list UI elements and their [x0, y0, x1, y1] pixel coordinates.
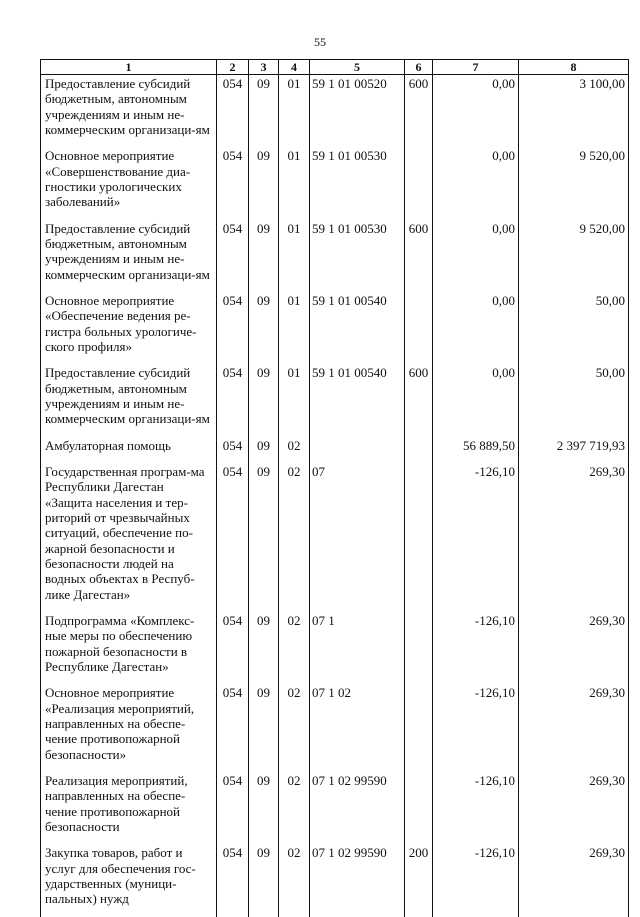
budget-table: [40, 59, 629, 917]
row-subsection-code: 01: [279, 220, 310, 292]
row-amount-change: -126,10: [433, 463, 519, 612]
row-section-code: 09: [249, 364, 279, 436]
column-header-subsection: 4: [279, 60, 310, 75]
row-name: Закупка товаров, работ и услуг для обеспечения гос-ударственных (муници-пальных) нужд: [41, 844, 217, 916]
row-ministry-code: 054: [217, 220, 249, 292]
row-target-article: 59 1 01 00530: [310, 220, 405, 292]
row-name: Основное мероприятие «Совершенствование диа-гностики урологических заболеваний»: [41, 147, 217, 219]
row-ministry-code: 054: [217, 684, 249, 772]
row-name: Предоставление субсидий бюджетным, автономным учреждениям и иным не-коммерческим организаци-ям: [41, 220, 217, 292]
row-ministry-code: 054: [217, 772, 249, 844]
row-amount-change: 56 889,50: [433, 437, 519, 463]
table-header-row: [41, 60, 629, 75]
row-subsection-code: 02: [279, 772, 310, 844]
row-section-code: 09: [249, 147, 279, 219]
row-target-article: 59 1 01 00520: [310, 75, 405, 148]
row-ministry-code: 054: [217, 844, 249, 916]
row-section-code: 09: [249, 220, 279, 292]
row-target-article: 07 1: [310, 612, 405, 684]
table-row: [41, 844, 629, 916]
table-row: [41, 292, 629, 364]
row-section-code: 09: [249, 612, 279, 684]
row-amount-change: 0,00: [433, 220, 519, 292]
row-amount-total: 269,30: [519, 684, 629, 772]
row-subsection-code: 02: [279, 612, 310, 684]
row-amount-total: 9 520,00: [519, 220, 629, 292]
row-name: Предоставление субсидий бюджетным, автономным учреждениям и иным не-коммерческим организаци-ям: [41, 75, 217, 148]
row-ministry-code: 054: [217, 364, 249, 436]
row-subsection-code: 01: [279, 364, 310, 436]
row-section-code: 09: [249, 684, 279, 772]
row-target-article: 07 1 02: [310, 684, 405, 772]
row-target-article: [310, 437, 405, 463]
row-target-article: 07: [310, 463, 405, 612]
row-subsection-code: 01: [279, 292, 310, 364]
row-amount-total: 269,30: [519, 844, 629, 916]
row-expense-type: [405, 292, 433, 364]
row-expense-type: 600: [405, 220, 433, 292]
row-subsection-code: 01: [279, 147, 310, 219]
row-amount-total: 269,30: [519, 772, 629, 844]
table-row: [41, 772, 629, 844]
row-expense-type: [405, 147, 433, 219]
row-amount-total: 269,30: [519, 612, 629, 684]
row-name: Основное мероприятие «Реализация мероприятий, направленных на обеспе-чение противопожарной безопасности»: [41, 684, 217, 772]
row-section-code: 09: [249, 844, 279, 916]
row-ministry-code: 054: [217, 75, 249, 148]
row-ministry-code: 054: [217, 612, 249, 684]
column-header-amount-total: 8: [519, 60, 629, 75]
row-amount-total: 269,30: [519, 463, 629, 612]
row-expense-type: [405, 772, 433, 844]
row-name: Основное мероприятие «Обеспечение ведения ре-гистра больных урологиче-ского профиля»: [41, 292, 217, 364]
row-subsection-code: 02: [279, 844, 310, 916]
row-amount-change: -126,10: [433, 844, 519, 916]
row-expense-type: [405, 684, 433, 772]
table-row: [41, 220, 629, 292]
row-name: Амбулаторная помощь: [41, 437, 217, 463]
row-expense-type: 600: [405, 75, 433, 148]
row-subsection-code: 02: [279, 463, 310, 612]
row-name: Государственная програм-ма Республики Дагестан «Защита населения и тер-риторий от чрезвычайных ситуаций, обеспечение по-жарной безопасности и безопасности людей на водных объектах в Респуб-лике Дагестан»: [41, 463, 217, 612]
row-ministry-code: 054: [217, 463, 249, 612]
row-amount-total: 50,00: [519, 364, 629, 436]
table-row: [41, 612, 629, 684]
row-amount-change: 0,00: [433, 292, 519, 364]
row-amount-total: 50,00: [519, 292, 629, 364]
row-amount-total: 2 397 719,93: [519, 437, 629, 463]
row-name: Предоставление субсидий бюджетным, автономным учреждениям и иным не-коммерческим организаци-ям: [41, 364, 217, 436]
row-ministry-code: 054: [217, 437, 249, 463]
table-row: [41, 75, 629, 148]
column-header-name: 1: [41, 60, 217, 75]
row-expense-type: 200: [405, 844, 433, 916]
row-section-code: 09: [249, 772, 279, 844]
row-target-article: 59 1 01 00540: [310, 292, 405, 364]
row-target-article: 59 1 01 00540: [310, 364, 405, 436]
row-section-code: 09: [249, 463, 279, 612]
row-amount-change: -126,10: [433, 612, 519, 684]
table-row: [41, 463, 629, 612]
column-header-target-article: 5: [310, 60, 405, 75]
column-header-section: 3: [249, 60, 279, 75]
row-expense-type: [405, 463, 433, 612]
row-section-code: 09: [249, 75, 279, 148]
table-row: [41, 364, 629, 436]
row-ministry-code: 054: [217, 147, 249, 219]
row-expense-type: [405, 612, 433, 684]
row-target-article: 07 1 02 99590: [310, 844, 405, 916]
row-name: Подпрограмма «Комплекс-ные меры по обеспечению пожарной безопасности в Республике Дагестан»: [41, 612, 217, 684]
row-amount-change: -126,10: [433, 684, 519, 772]
row-amount-change: 0,00: [433, 364, 519, 436]
table-row: [41, 147, 629, 219]
row-amount-total: 9 520,00: [519, 147, 629, 219]
row-target-article: 59 1 01 00530: [310, 147, 405, 219]
column-header-ministry: 2: [217, 60, 249, 75]
row-subsection-code: 02: [279, 437, 310, 463]
page-number: 55: [314, 35, 326, 49]
row-subsection-code: 01: [279, 75, 310, 148]
row-amount-change: 0,00: [433, 147, 519, 219]
table-row: [41, 437, 629, 463]
column-header-amount-change: 7: [433, 60, 519, 75]
table-row: [41, 684, 629, 772]
row-subsection-code: 02: [279, 684, 310, 772]
row-amount-change: 0,00: [433, 75, 519, 148]
row-expense-type: 600: [405, 364, 433, 436]
row-target-article: 07 1 02 99590: [310, 772, 405, 844]
row-expense-type: [405, 437, 433, 463]
row-section-code: 09: [249, 292, 279, 364]
row-name: Реализация мероприятий, направленных на обеспе-чение противопожарной безопасности: [41, 772, 217, 844]
row-ministry-code: 054: [217, 292, 249, 364]
column-header-expense-type: 6: [405, 60, 433, 75]
row-amount-change: -126,10: [433, 772, 519, 844]
row-amount-total: 3 100,00: [519, 75, 629, 148]
row-section-code: 09: [249, 437, 279, 463]
